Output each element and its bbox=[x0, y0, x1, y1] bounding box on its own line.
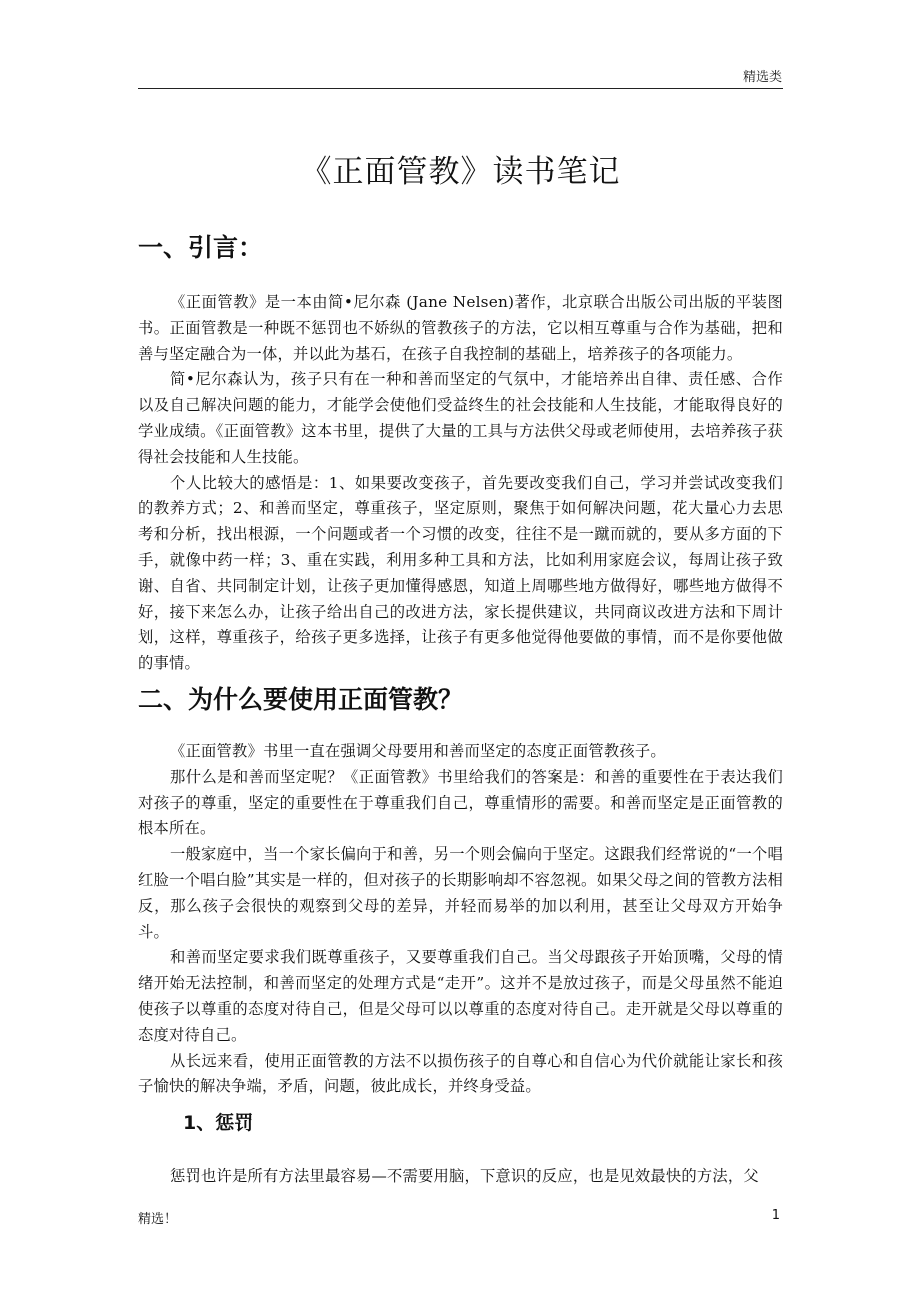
paragraph: 个人比较大的感悟是：1、如果要改变孩子，首先要改变我们自己，学习并尝试改变我们的教养方式；2、和善而坚定，尊重孩子，坚定原则，聚焦于如何解决问题，花大量心力去思考和分析，找出根源，一个问题或者一个习惯的改变，往往不是一蹴而就的，要从多方面的下手，就像中药一样；3、重在实践，利用多种工具和方法，比如利用家庭会议，每周让孩子致谢、自省、共同制定计划，让孩子更加懂得感恩，知道上周哪些地方做得好，哪些地方做得不好，接下来怎么办，让孩子给出自己的改进方法，家长提供建议，共同商议改进方法和下周计划，这样，尊重孩子，给孩子更多选择，让孩子有更多他觉得他要做的事情，而不是你要他做的事情。 bbox=[138, 473, 783, 673]
paragraph: 和善而坚定要求我们既尊重孩子，又要尊重我们自己。当父母跟孩子开始顶嘴，父母的情绪开始无法控制，和善而坚定的处理方式是“走开”。这并不是放过孩子，而是父母虽然不能迫使孩子以尊重的态度对待自己，但是父母可以以尊重的态度对待自己。走开就是父母以尊重的态度对待自己。 bbox=[138, 948, 783, 1044]
header-divider bbox=[138, 88, 783, 89]
paragraph: 《正面管教》是一本由简•尼尔森 (Jane Nelsen)著作，北京联合出版公司出版的平装图书。正面管教是一种既不惩罚也不娇纵的管教孩子的方法，它以相互尊重与合作为基础，把和善与坚定融合为一体，并以此为基石，在孩子自我控制的基础上，培养孩子的各项能力。 bbox=[138, 293, 783, 363]
paragraph: 《正面管教》书里一直在强调父母要用和善而坚定的态度正面管教孩子。 bbox=[170, 742, 666, 760]
section-body-why bbox=[138, 739, 783, 1100]
subsection-heading-punishment: 1、惩罚 bbox=[183, 1112, 254, 1134]
section-heading-intro: 一、引言： bbox=[138, 233, 264, 262]
paragraph: 一般家庭中，当一个家长偏向于和善，另一个则会偏向于坚定。这跟我们经常说的“一个唱红脸一个唱白脸”其实是一样的，但对孩子的长期影响却不容忽视。如果父母之间的管教方法相反，那么孩子会很快的观察到父母的差异，并轻而易举的加以利用，甚至让父母双方开始争斗。 bbox=[138, 845, 783, 941]
subsection-body-punishment bbox=[138, 1164, 783, 1190]
paragraph: 从长远来看，使用正面管教的方法不以损伤孩子的自尊心和自信心为代价就能让家长和孩子愉快的解决争端，矛盾，问题，彼此成长，并终身受益。 bbox=[138, 1051, 783, 1096]
header-label: 精选类 bbox=[742, 70, 782, 85]
footer-label: 精选！ bbox=[138, 1212, 178, 1227]
paragraph: 简•尼尔森认为，孩子只有在一种和善而坚定的气氛中，才能培养出自律、责任感、合作以及自己解决问题的能力，才能学会使他们受益终生的社会技能和人生技能，才能取得良好的学业成绩。《正面管教》这本书里，提供了大量的工具与方法供父母或老师使用，去培养孩子获得社会技能和人生技能。 bbox=[138, 370, 783, 466]
paragraph: 那什么是和善而坚定呢？《正面管教》书里给我们的答案是：和善的重要性在于表达我们对孩子的尊重，坚定的重要性在于尊重我们自己，尊重情形的需要。和善而坚定是正面管教的根本所在。 bbox=[138, 767, 783, 838]
page-number: 1 bbox=[771, 1208, 780, 1223]
section-body-intro bbox=[138, 290, 783, 677]
document-title: 《正面管教》读书笔记 bbox=[300, 154, 621, 190]
section-heading-why: 二、为什么要使用正面管教？ bbox=[138, 685, 464, 714]
paragraph: 惩罚也许是所有方法里最容易—不需要用脑，下意识的反应，也是见效最快的方法，父 bbox=[170, 1167, 759, 1185]
